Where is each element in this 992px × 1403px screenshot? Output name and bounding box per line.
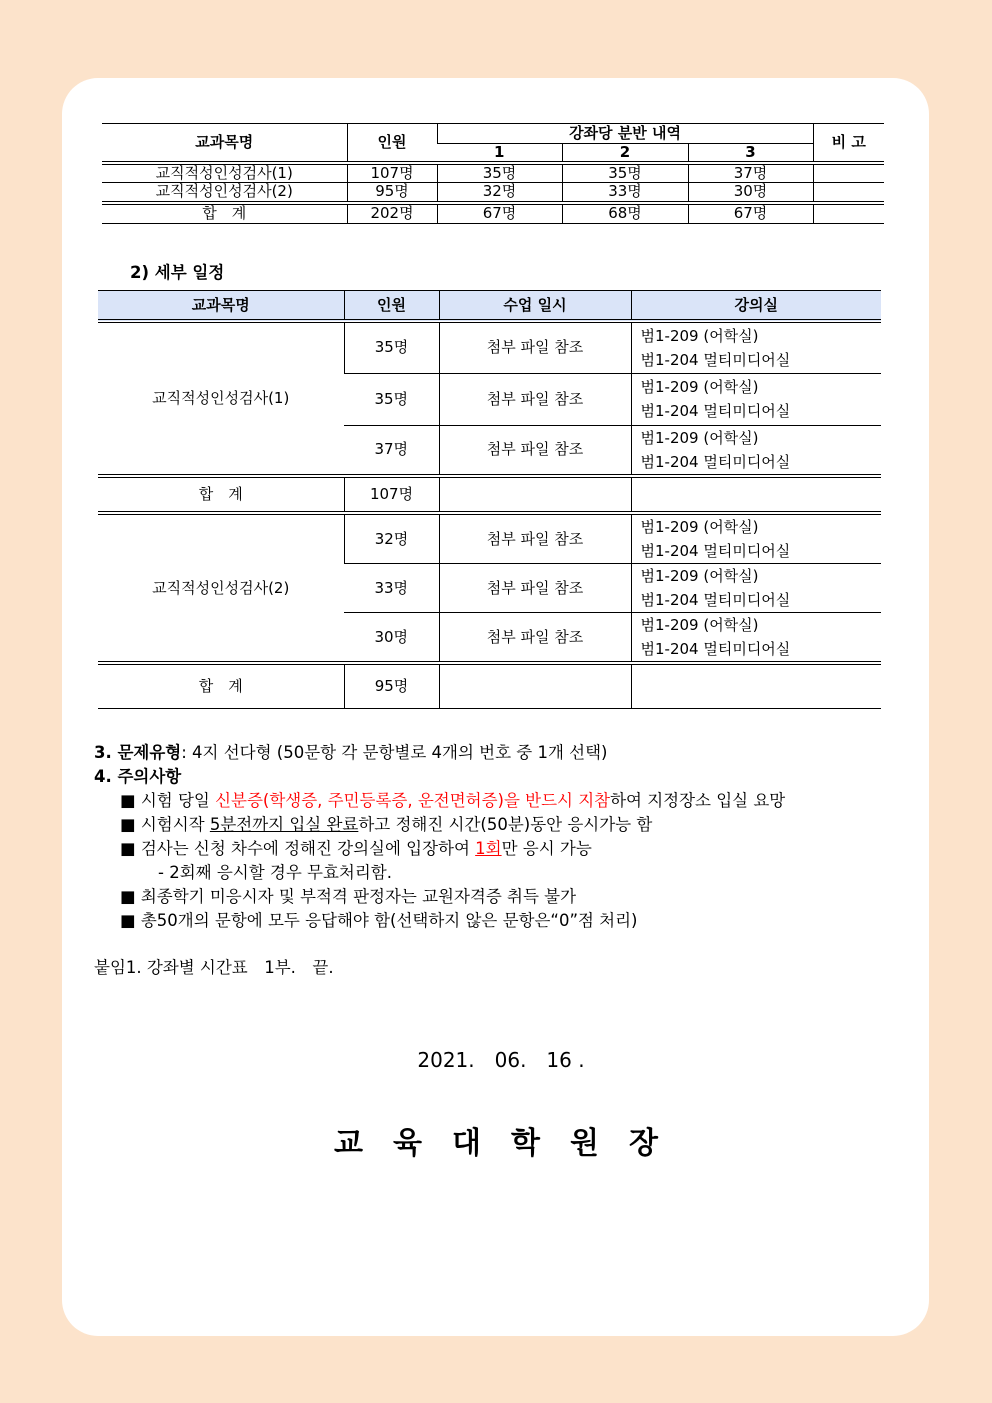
header-c3: 3 bbox=[688, 144, 813, 163]
room-2: 범1-204 멀티미디어실 bbox=[640, 452, 791, 471]
room-cell bbox=[631, 613, 881, 664]
note-3-sub: - 2회째 응시할 경우 무효처리함. bbox=[158, 863, 392, 882]
count-cell: 33명 bbox=[344, 564, 439, 613]
room-2: 범1-204 멀티미디어실 bbox=[640, 542, 791, 560]
date-cell: 첨부 파일 참조 bbox=[439, 564, 631, 613]
text: ■ 시험시작 bbox=[120, 815, 210, 834]
header-room: 강의실 bbox=[631, 291, 881, 322]
section-title: 2) 세부 일정 bbox=[130, 263, 225, 282]
cell: 32명 bbox=[437, 183, 562, 203]
total-label: 합 계 bbox=[98, 663, 344, 708]
subject-cell: 교직적성인성검사(1) bbox=[98, 321, 344, 476]
signature: 교 육 대 학 원 장 bbox=[334, 1126, 658, 1161]
total-count: 95명 bbox=[344, 663, 439, 708]
header-count: 인원 bbox=[347, 124, 437, 163]
item-3-text: : 4지 선다형 (50문항 각 문항별로 4개의 번호 중 1개 선택) bbox=[181, 743, 608, 762]
cell: 30명 bbox=[688, 183, 813, 203]
cell: 67명 bbox=[688, 203, 813, 224]
highlight-text: 1회 bbox=[475, 839, 502, 858]
subject-cell: 교직적성인성검사(2) bbox=[98, 513, 344, 663]
cell bbox=[439, 476, 631, 513]
count-cell: 35명 bbox=[344, 373, 439, 425]
cell: 35명 bbox=[562, 163, 688, 183]
cell: 107명 bbox=[347, 163, 437, 183]
header-note: 비 고 bbox=[813, 124, 884, 163]
note-5: ■ 총50개의 문항에 모두 응답해야 함(선택하지 않은 문항은“0”점 처리) bbox=[120, 911, 638, 930]
room-2: 범1-204 멀티미디어실 bbox=[640, 350, 791, 369]
text: 만 응시 가능 bbox=[501, 839, 592, 858]
cell: 67명 bbox=[437, 203, 562, 224]
cell: 37명 bbox=[688, 163, 813, 183]
cell: 33명 bbox=[562, 183, 688, 203]
cell: 교직적성인성검사(2) bbox=[102, 183, 347, 203]
room-2: 범1-204 멀티미디어실 bbox=[640, 640, 791, 658]
header-c2: 2 bbox=[562, 144, 688, 163]
room-cell bbox=[631, 425, 881, 476]
total-row bbox=[98, 663, 881, 708]
item-3 bbox=[94, 739, 607, 763]
room-1: 범1-209 (어학실) bbox=[640, 326, 759, 345]
cell: 합 계 bbox=[102, 203, 347, 224]
cell: 35명 bbox=[437, 163, 562, 183]
cell bbox=[813, 163, 884, 183]
cell bbox=[813, 183, 884, 203]
cell: 202명 bbox=[347, 203, 437, 224]
header-c1: 1 bbox=[437, 144, 562, 163]
room-1: 범1-209 (어학실) bbox=[640, 378, 759, 396]
highlight-text: 신분증(학생증, 주민등록증, 운전면허증)을 반드시 지참 bbox=[215, 791, 611, 810]
count-cell: 35명 bbox=[344, 321, 439, 373]
room-cell bbox=[631, 373, 881, 425]
text: ■ 시험 당일 bbox=[120, 791, 216, 810]
cell bbox=[631, 663, 881, 708]
table-row bbox=[102, 203, 884, 224]
note-4: ■ 최종학기 미응시자 및 부적격 판정자는 교원자격증 취득 불가 bbox=[120, 887, 577, 906]
date-cell: 첨부 파일 참조 bbox=[439, 613, 631, 664]
header-count: 인원 bbox=[344, 291, 439, 322]
table-row bbox=[102, 183, 884, 203]
room-1: 범1-209 (어학실) bbox=[640, 567, 759, 585]
item-3-label: 3. 문제유형 bbox=[94, 743, 182, 762]
cell: 교직적성인성검사(1) bbox=[102, 163, 347, 183]
total-count: 107명 bbox=[344, 476, 439, 513]
text: 하고 정해진 시간(50분)동안 응시가능 함 bbox=[358, 815, 653, 834]
room-1: 범1-209 (어학실) bbox=[640, 428, 759, 447]
count-cell: 37명 bbox=[344, 425, 439, 476]
count-cell: 30명 bbox=[344, 613, 439, 664]
date-cell: 첨부 파일 참조 bbox=[439, 425, 631, 476]
room-2: 범1-204 멀티미디어실 bbox=[640, 591, 791, 609]
cell bbox=[631, 476, 881, 513]
date-cell: 첨부 파일 참조 bbox=[439, 513, 631, 564]
schedule-table bbox=[98, 290, 881, 709]
date-cell: 첨부 파일 참조 bbox=[439, 321, 631, 373]
room-cell bbox=[631, 564, 881, 613]
room-cell bbox=[631, 513, 881, 564]
document-date: 2021. 06. 16 . bbox=[417, 1048, 585, 1072]
room-1: 범1-209 (어학실) bbox=[640, 616, 759, 634]
class-split-table bbox=[102, 123, 884, 224]
header-date: 수업 일시 bbox=[439, 291, 631, 322]
cell bbox=[439, 663, 631, 708]
cell: 95명 bbox=[347, 183, 437, 203]
room-2: 범1-204 멀티미디어실 bbox=[640, 402, 791, 420]
note-2 bbox=[120, 811, 652, 835]
header-split: 강좌당 분반 내역 bbox=[437, 124, 813, 144]
cell bbox=[813, 203, 884, 224]
cell: 68명 bbox=[562, 203, 688, 224]
room-cell bbox=[631, 321, 881, 373]
attachment: 붙임1. 강좌별 시간표 1부. 끝. bbox=[94, 958, 334, 977]
note-3 bbox=[120, 835, 592, 859]
header-subject: 교과목명 bbox=[102, 124, 347, 163]
text: ■ 검사는 신청 차수에 정해진 강의실에 입장하여 bbox=[120, 839, 476, 858]
total-label: 합 계 bbox=[98, 476, 344, 513]
table-row bbox=[98, 321, 881, 373]
table-row bbox=[102, 163, 884, 183]
item-4-label: 4. 주의사항 bbox=[94, 767, 182, 786]
table-row bbox=[98, 513, 881, 564]
count-cell: 32명 bbox=[344, 513, 439, 564]
text: 하여 지정장소 입실 요망 bbox=[610, 791, 786, 810]
note-1 bbox=[120, 787, 785, 811]
underlined-text: 5분전까지 입실 완료 bbox=[209, 815, 359, 834]
date-cell: 첨부 파일 참조 bbox=[439, 373, 631, 425]
room-1: 범1-209 (어학실) bbox=[640, 518, 759, 536]
total-row bbox=[98, 476, 881, 513]
header-subject: 교과목명 bbox=[98, 291, 344, 322]
